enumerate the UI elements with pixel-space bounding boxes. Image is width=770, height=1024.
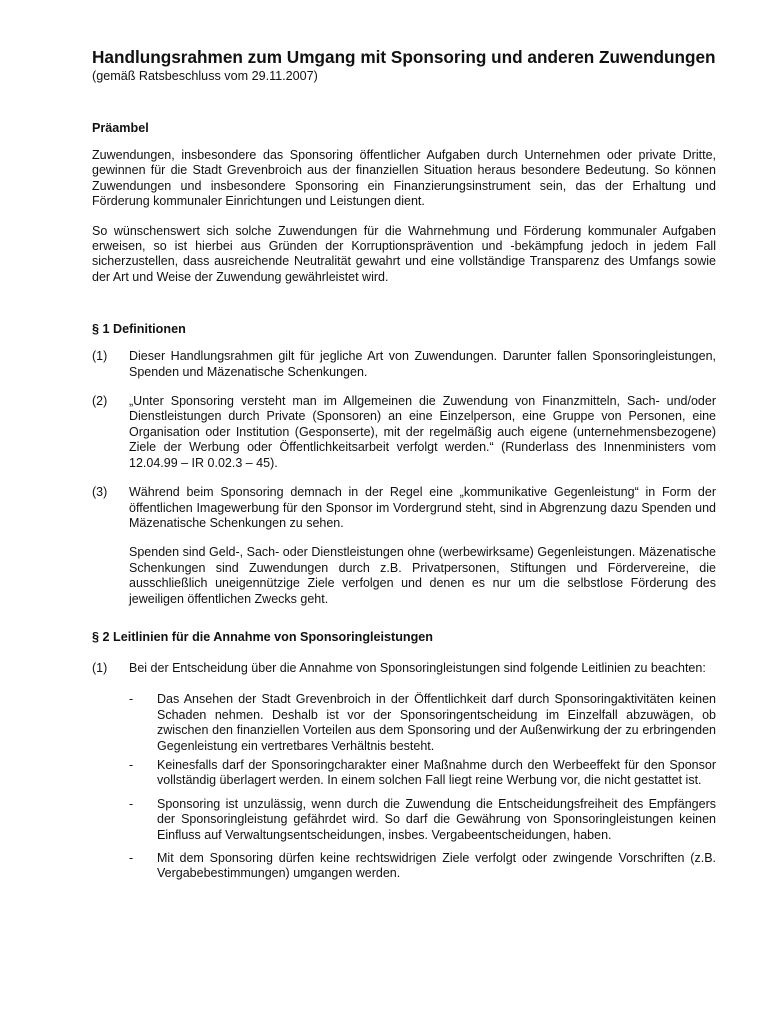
item-number: (1) — [92, 349, 108, 364]
document-subtitle: (gemäß Ratsbeschluss vom 29.11.2007) — [92, 69, 318, 83]
guideline-bullet-1 — [129, 692, 716, 754]
item-text: Dieser Handlungsrahmen gilt für jegliche Art von Zuwendungen. Darunter fallen Sponsoringleistungen, Spenden und Mäzenatische Schenkungen. — [129, 349, 716, 379]
section-1-heading: § 1 Definitionen — [92, 322, 186, 337]
preamble-heading: Präambel — [92, 121, 149, 135]
bullet-dash: - — [129, 757, 134, 772]
guideline-bullet-3 — [129, 797, 716, 843]
document-page — [92, 46, 716, 882]
item-text: Während beim Sponsoring demnach in der Regel eine „kommunikative Gegenleistung“ in Form der öffentlichen Imagewerbung für den Sponsor im Vordergrund steht, sind in Abgrenzung dazu Spenden und Mäzenatische Schenkungen zu sehen. — [129, 485, 716, 530]
section-1-item-3 — [92, 485, 716, 531]
guideline-bullet-4 — [129, 851, 716, 882]
section-1-item-1 — [92, 349, 716, 380]
item-text: Spenden sind Geld-, Sach- oder Dienstleistungen ohne (werbewirksame) Gegenleistungen. Mäzenatische Schenkungen sind Zuwendungen durch z.B. Privatpersonen, Stiftungen und Fördervereine, die ausschließlich uneigennützige Ziele verfolgen und denen es nur um die selbstlose Förderung des jeweiligen öffentlichen Zwecks geht. — [129, 545, 716, 606]
section-2-item-1 — [92, 661, 716, 676]
guideline-bullet-2 — [129, 758, 716, 789]
preamble-paragraph-1: Zuwendungen, insbesondere das Sponsoring öffentlicher Aufgaben durch Unternehmen oder private Dritte, gewinnen für die Stadt Grevenbroich aus der finanziellen Situation heraus besondere Bedeutung. So können Zuwendungen und insbesondere Sponsoring ein Finanzierungsinstrument sein, das der Erhaltung und Förderung kommunaler Einrichtungen und Leistungen dient. — [92, 148, 716, 209]
section-2-heading: § 2 Leitlinien für die Annahme von Sponsoringleistungen — [92, 629, 433, 644]
preamble-paragraph-2: So wünschenswert sich solche Zuwendungen für die Wahrnehmung und Förderung kommunaler Aufgaben erweisen, so ist hierbei aus Gründen der Korruptionsprävention und -bekämpfung jedoch in jedem Fall sicherzustellen, dass ausreichende Neutralität gewahrt und eine vollständige Transparenz des Umfangs sowie der Art und Weise der Zuwendung gewährleistet wird. — [92, 223, 716, 284]
bullet-text: Sponsoring ist unzulässig, wenn durch die Zuwendung die Entscheidungsfreiheit des Empfängers der Sponsoringleistung gefährdet wird. So darf die Gewährung von Sponsoringleistungen keinen Einfluss auf Verwaltungsentscheidungen, insbes. Vergabeentscheidungen, haben. — [157, 796, 716, 842]
item-number: (3) — [92, 485, 108, 500]
bullet-dash: - — [129, 692, 134, 707]
section-1-item-3-continuation — [92, 545, 716, 607]
document-title: Handlungsrahmen zum Umgang mit Sponsoring und anderen Zuwendungen — [92, 47, 716, 67]
item-number: (2) — [92, 394, 108, 409]
bullet-dash: - — [129, 851, 134, 865]
bullet-text: Das Ansehen der Stadt Grevenbroich in der Öffentlichkeit darf durch Sponsoringaktivitäten keinen Schaden nehmen. Deshalb ist vor der Sponsoringentscheidung im Einzelfall abzuwägen, ob zwischen den finanziellen Vorteilen aus dem Sponsoring und der Außenwirkung der zu erbringenden Gegenleistung ein vertretbares Verhältnis besteht. — [157, 692, 716, 753]
item-text: „Unter Sponsoring versteht man im Allgemeinen die Zuwendung von Finanzmitteln, Sach- und/oder Dienstleistungen durch Private (Sponsoren) an eine Einzelperson, eine Gruppe von Personen, eine Organisation oder Institution (Gesponserte), mit der regelmäßig auch eigene (unternehmensbezogene) Ziele der Werbung oder Öffentlichkeitsarbeit verfolgt werden.“ (Runderlass des Innenministers vom 12.04.99 – IR 0.02.3 – 45). — [129, 394, 716, 470]
item-text: Bei der Entscheidung über die Annahme von Sponsoringleistungen sind folgende Leitlinien zu beachten: — [129, 660, 706, 675]
bullet-text: Mit dem Sponsoring dürfen keine rechtswidrigen Ziele verfolgt oder zwingende Vorschriften (z.B. Vergabebestimmungen) umgangen werden. — [157, 851, 716, 881]
bullet-text: Keinesfalls darf der Sponsoringcharakter einer Maßnahme durch den Werbeeffekt für den Sponsor vollständig überlagert werden. In einem solchen Fall liegt reine Werbung vor, die nicht gestattet ist. — [157, 757, 716, 788]
item-number: (1) — [92, 660, 108, 675]
section-1-item-2 — [92, 394, 716, 471]
bullet-dash: - — [129, 796, 134, 811]
